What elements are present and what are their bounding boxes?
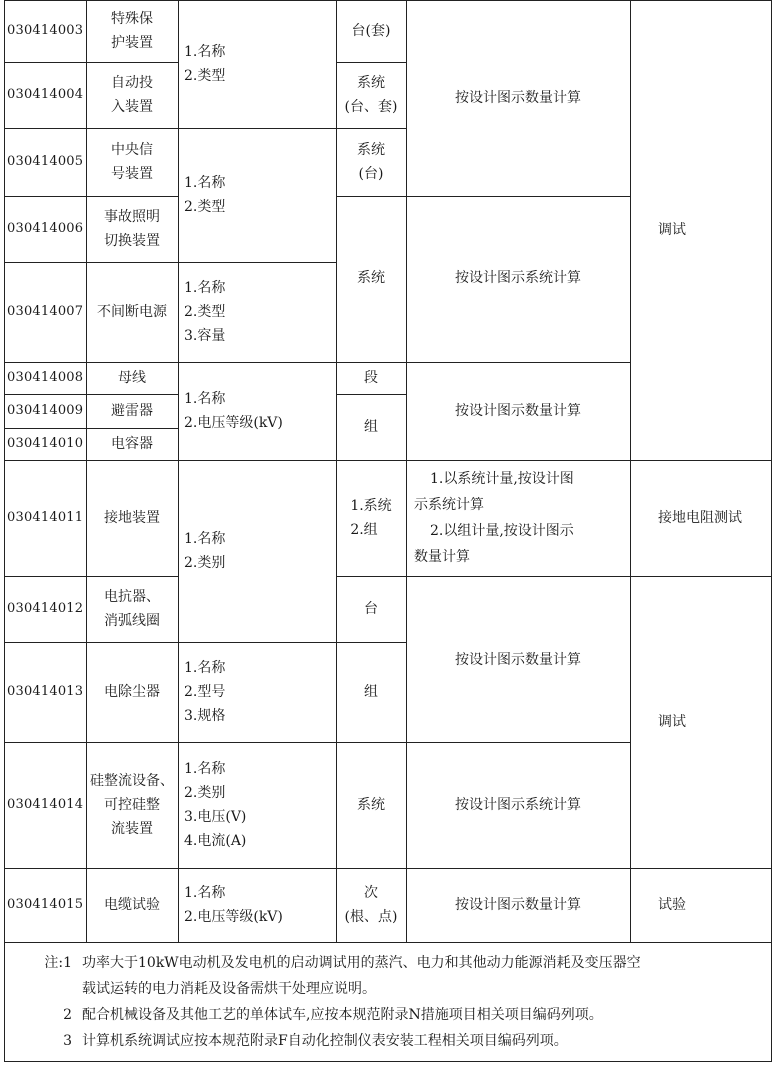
calc-rule: 按设计图示系统计算 — [455, 270, 581, 286]
item-unit: 段 — [364, 370, 378, 386]
item-code: 030414012 — [7, 601, 84, 616]
item-name: 接地装置 — [104, 510, 160, 526]
table-notes — [44, 950, 769, 1054]
work-content: 接地电阻测试 — [658, 510, 742, 526]
item-code: 030414011 — [7, 510, 84, 525]
item-features: 1.名称 2.类别 3.电压(V) 4.电流(A) — [184, 761, 247, 849]
item-unit: 系统 — [357, 270, 385, 286]
item-name: 特殊保 护装置 — [111, 11, 153, 51]
calc-rule: 按设计图示系统计算 — [455, 797, 581, 813]
item-unit: 次 (根、点) — [344, 885, 398, 925]
calc-rule: 按设计图示数量计算 — [455, 652, 581, 668]
item-unit: 系统 (台、套) — [344, 75, 398, 115]
item-features: 1.名称 2.电压等级(kV) — [184, 391, 283, 431]
item-code: 030414014 — [7, 797, 84, 812]
specification-table — [4, 0, 772, 1062]
item-name: 不间断电源 — [97, 304, 167, 320]
item-code: 030414009 — [7, 403, 84, 418]
note-label: 注:1 — [44, 955, 72, 971]
item-unit: 系统 (台) — [357, 142, 385, 182]
item-code: 030414013 — [7, 684, 84, 699]
item-unit: 台(套) — [351, 23, 391, 39]
row-line — [4, 942, 772, 943]
item-unit: 组 — [364, 684, 378, 700]
calc-rule: 1.以系统计量,按设计图 示系统计算 2.以组计量,按设计图示 数量计算 — [414, 471, 574, 565]
item-code: 030414010 — [7, 436, 84, 451]
item-code: 030414004 — [7, 87, 84, 102]
item-code: 030414003 — [7, 23, 84, 38]
item-unit: 台 — [364, 601, 378, 617]
work-content: 试验 — [658, 897, 686, 913]
calc-rule: 按设计图示数量计算 — [455, 90, 581, 106]
item-code: 030414005 — [7, 154, 84, 169]
item-features: 1.名称 2.类型 — [184, 44, 226, 84]
item-features: 1.名称 2.型号 3.规格 — [184, 660, 226, 724]
item-features: 1.名称 2.类型 3.容量 — [184, 280, 226, 344]
item-features: 1.名称 2.类型 — [184, 175, 226, 215]
note-3-number: 3 — [63, 1033, 72, 1049]
item-code: 030414006 — [7, 221, 84, 236]
item-name: 自动投 入装置 — [111, 75, 153, 115]
item-name: 中央信 号装置 — [111, 142, 153, 182]
item-name: 电缆试验 — [104, 897, 160, 913]
calc-rule: 按设计图示数量计算 — [455, 897, 581, 913]
item-features: 1.名称 2.电压等级(kV) — [184, 885, 283, 925]
item-unit: 1.系统 2.组 — [350, 498, 392, 538]
item-unit: 系统 — [357, 797, 385, 813]
note-2: 配合机械设备及其他工艺的单体试车,应按本规范附录N措施项目相关项目编码列项。 — [82, 1007, 603, 1023]
work-content: 调试 — [658, 714, 686, 730]
item-name: 母线 — [118, 370, 146, 386]
item-unit: 组 — [364, 419, 378, 435]
item-features: 1.名称 2.类别 — [184, 531, 226, 571]
item-name: 事故照明 切换装置 — [104, 209, 160, 249]
calc-rule: 按设计图示数量计算 — [455, 403, 581, 419]
item-name: 硅整流设备、 可控硅整 流装置 — [90, 773, 174, 837]
item-name: 电容器 — [111, 436, 153, 452]
work-content: 调试 — [658, 222, 686, 238]
note-1: 功率大于10kW电动机及发电机的启动调试用的蒸汽、电力和其他动力能源消耗及变压器空 载试运转的电力消耗及设备需烘干处理应说明。 — [82, 955, 641, 997]
item-name: 电抗器、 消弧线圈 — [104, 589, 160, 629]
item-code: 030414007 — [7, 304, 84, 319]
note-3: 计算机系统调试应按本规范附录F自动化控制仪表安装工程相关项目编码列项。 — [82, 1033, 568, 1049]
item-name: 电除尘器 — [104, 684, 160, 700]
note-2-number: 2 — [63, 1007, 72, 1023]
item-code: 030414015 — [7, 897, 84, 912]
item-code: 030414008 — [7, 370, 84, 385]
item-name: 避雷器 — [111, 403, 153, 419]
